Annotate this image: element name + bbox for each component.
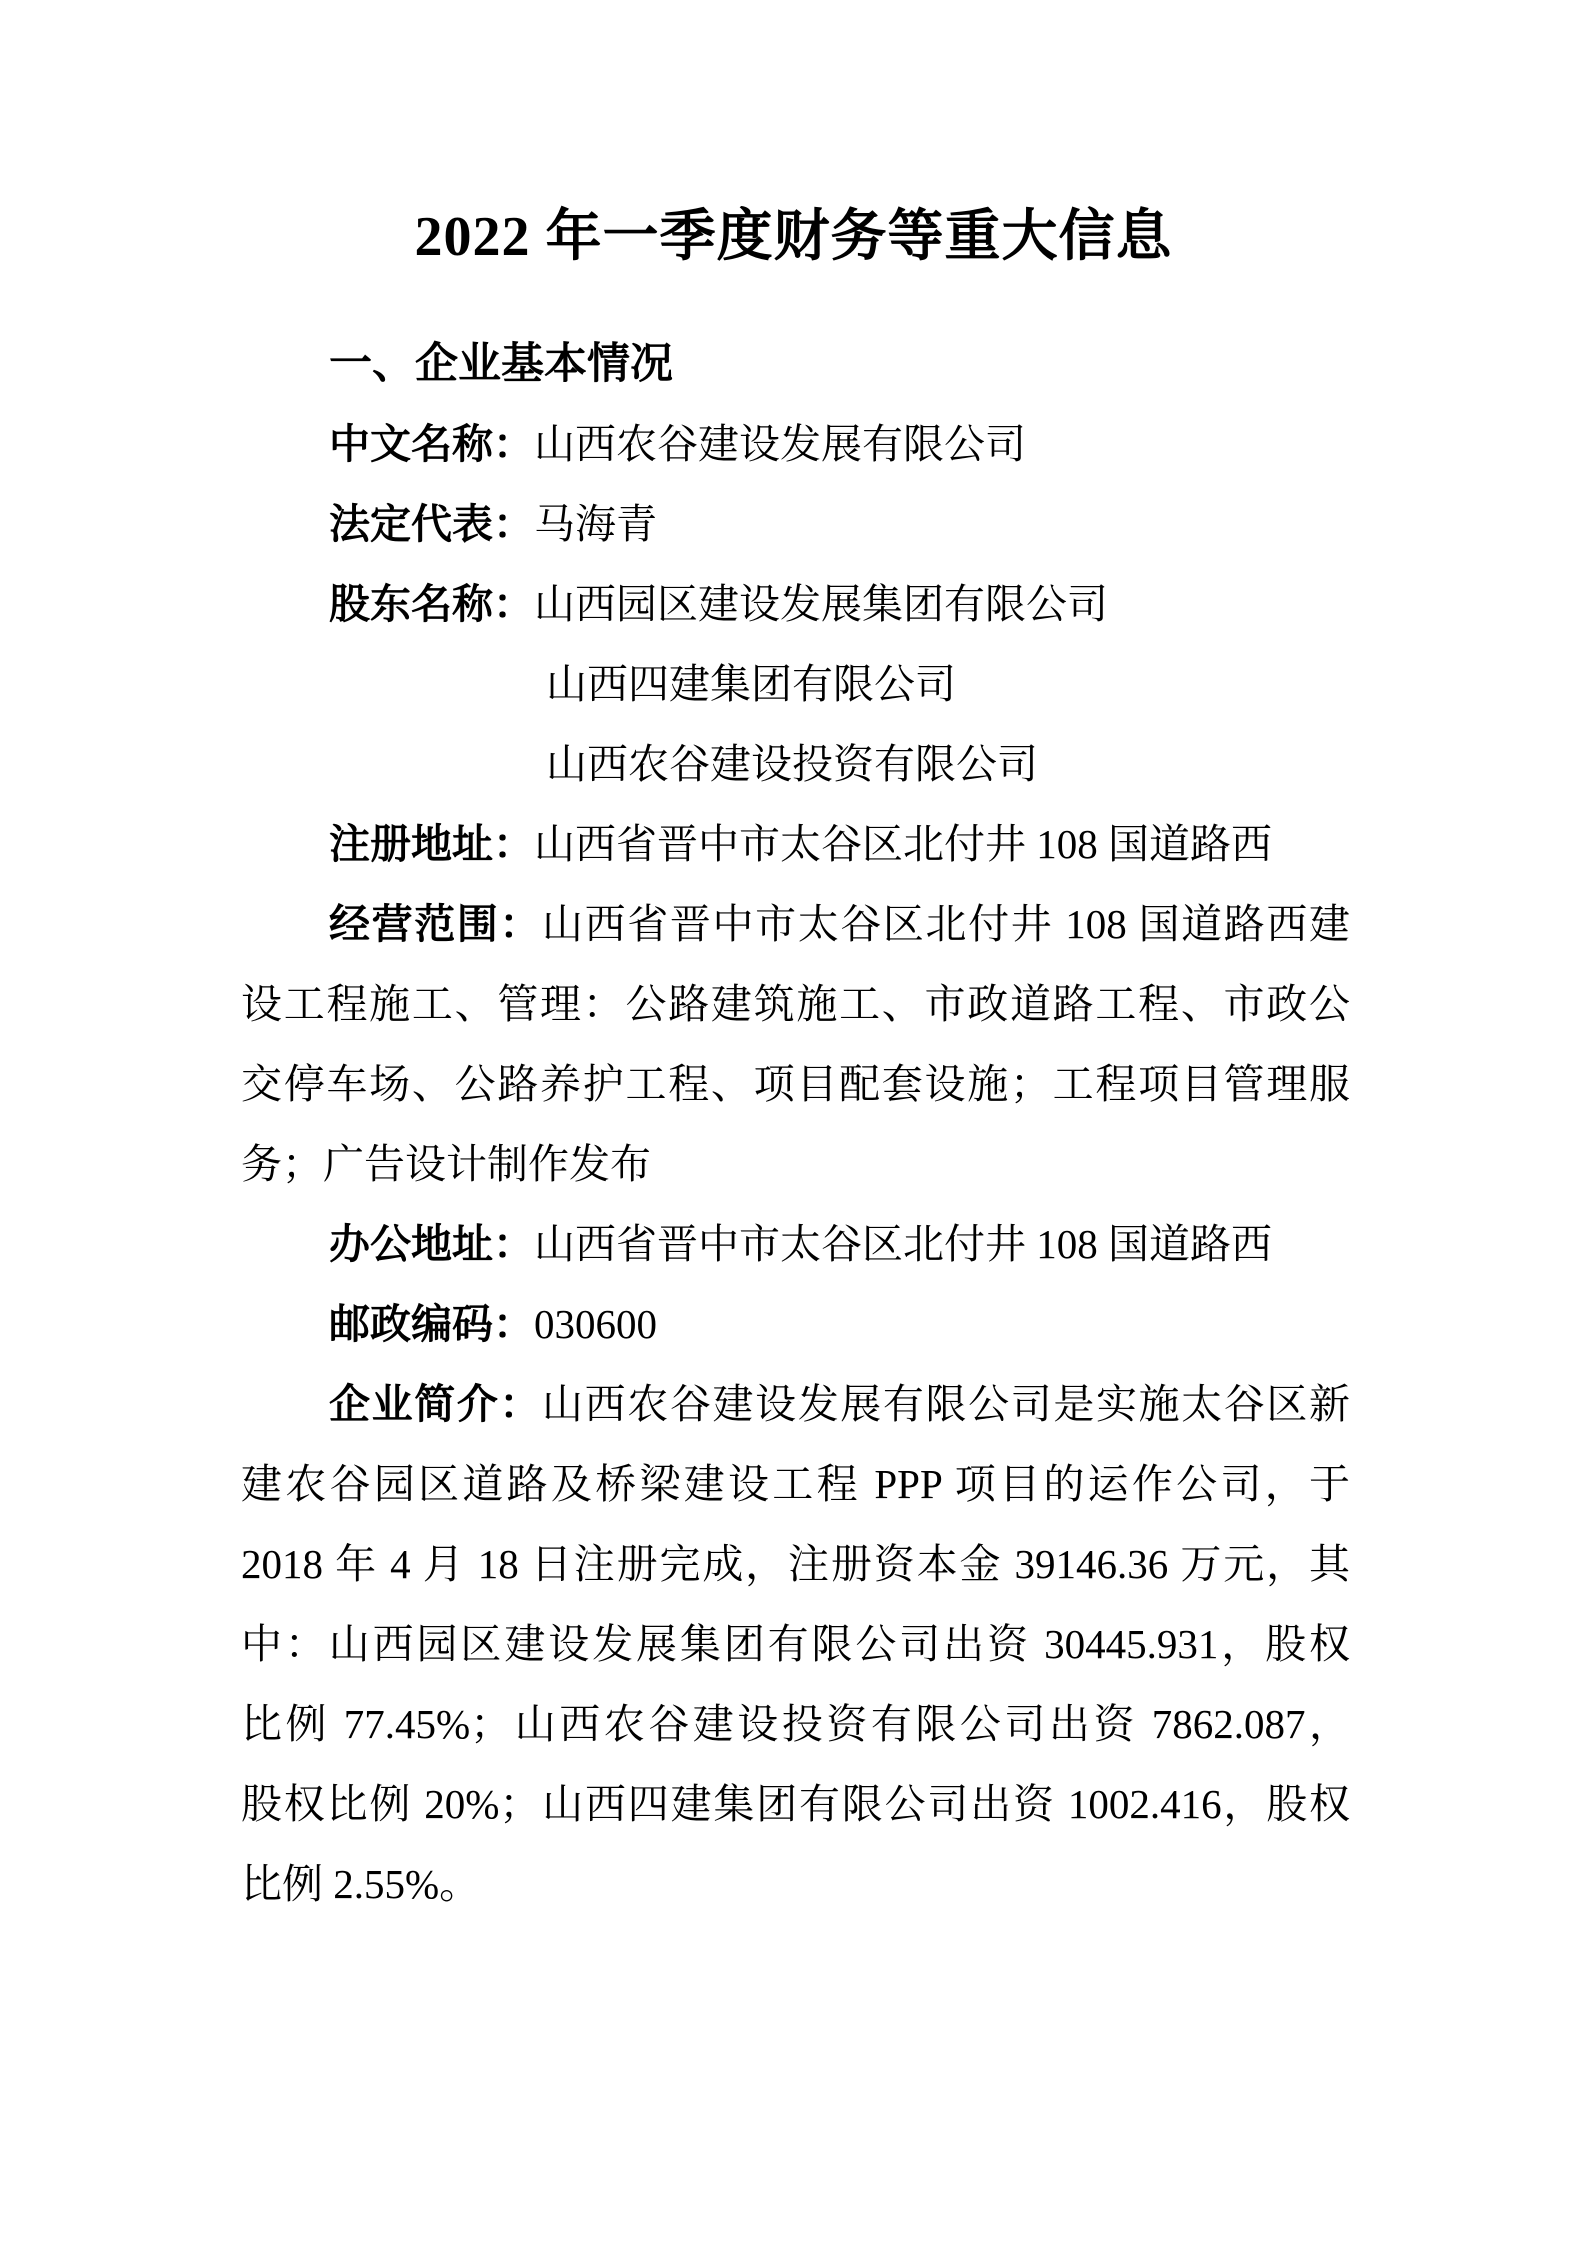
text-line xyxy=(241,1684,1350,1764)
text-line xyxy=(241,484,1350,564)
field-value: 山西农谷建设投资有限公司 xyxy=(546,741,1038,787)
text-line xyxy=(241,1444,1350,1524)
field-value: 2018 年 4 月 18 日注册完成，注册资本金 39146.36 万元，其 xyxy=(241,1541,1350,1587)
text-line xyxy=(241,1364,1350,1444)
field-value: 中：山西园区建设发展集团有限公司出资 30445.931，股权 xyxy=(241,1621,1350,1667)
text-line xyxy=(241,1764,1350,1844)
field-label: 办公地址： xyxy=(329,1221,534,1267)
text-line xyxy=(241,404,1350,484)
section-heading: 一、企业基本情况 xyxy=(329,340,673,388)
field-label: 经营范围： xyxy=(329,901,543,947)
text-line xyxy=(241,804,1350,884)
text-line xyxy=(241,1524,1350,1604)
field-label: 中文名称： xyxy=(329,421,534,467)
text-line xyxy=(241,964,1350,1044)
field-value: 山西农谷建设发展有限公司是实施太谷区新 xyxy=(542,1381,1351,1427)
field-label: 注册地址： xyxy=(329,821,534,867)
text-line xyxy=(241,1204,1350,1284)
field-value: 马海青 xyxy=(534,501,657,547)
field-value: 交停车场、公路养护工程、项目配套设施；工程项目管理服 xyxy=(241,1061,1350,1107)
text-line xyxy=(241,564,1350,644)
field-value: 山西园区建设发展集团有限公司 xyxy=(534,581,1108,627)
field-value: 建农谷园区道路及桥梁建设工程 PPP 项目的运作公司，于 xyxy=(241,1461,1350,1507)
text-line xyxy=(241,1604,1350,1684)
field-label: 法定代表： xyxy=(329,501,534,547)
text-line xyxy=(241,1284,1350,1364)
field-value: 山西四建集团有限公司 xyxy=(546,661,956,707)
field-label: 邮政编码： xyxy=(329,1301,534,1347)
field-value: 山西农谷建设发展有限公司 xyxy=(534,421,1026,467)
text-line xyxy=(241,1844,1350,1924)
field-value: 务；广告设计制作发布 xyxy=(241,1141,651,1187)
text-line xyxy=(241,1044,1350,1124)
field-value: 比例 77.45%；山西农谷建设投资有限公司出资 7862.087， xyxy=(241,1701,1350,1747)
field-value: 山西省晋中市太谷区北付井 108 国道路西建 xyxy=(542,901,1351,947)
field-value: 山西省晋中市太谷区北付井 108 国道路西 xyxy=(534,1221,1272,1267)
field-label: 企业简介： xyxy=(329,1381,543,1427)
text-line xyxy=(241,724,1350,804)
document-body xyxy=(241,324,1350,1924)
field-value: 设工程施工、管理：公路建筑施工、市政道路工程、市政公 xyxy=(241,981,1350,1027)
field-label: 股东名称： xyxy=(329,581,534,627)
text-line xyxy=(241,1124,1350,1204)
field-value: 山西省晋中市太谷区北付井 108 国道路西 xyxy=(534,821,1272,867)
field-value: 030600 xyxy=(534,1301,657,1347)
document-title: 2022 年一季度财务等重大信息 xyxy=(414,206,1173,268)
field-value: 股权比例 20%；山西四建集团有限公司出资 1002.416，股权 xyxy=(241,1781,1350,1827)
text-line xyxy=(241,644,1350,724)
text-line xyxy=(241,884,1350,964)
field-value: 比例 2.55%。 xyxy=(241,1861,481,1907)
